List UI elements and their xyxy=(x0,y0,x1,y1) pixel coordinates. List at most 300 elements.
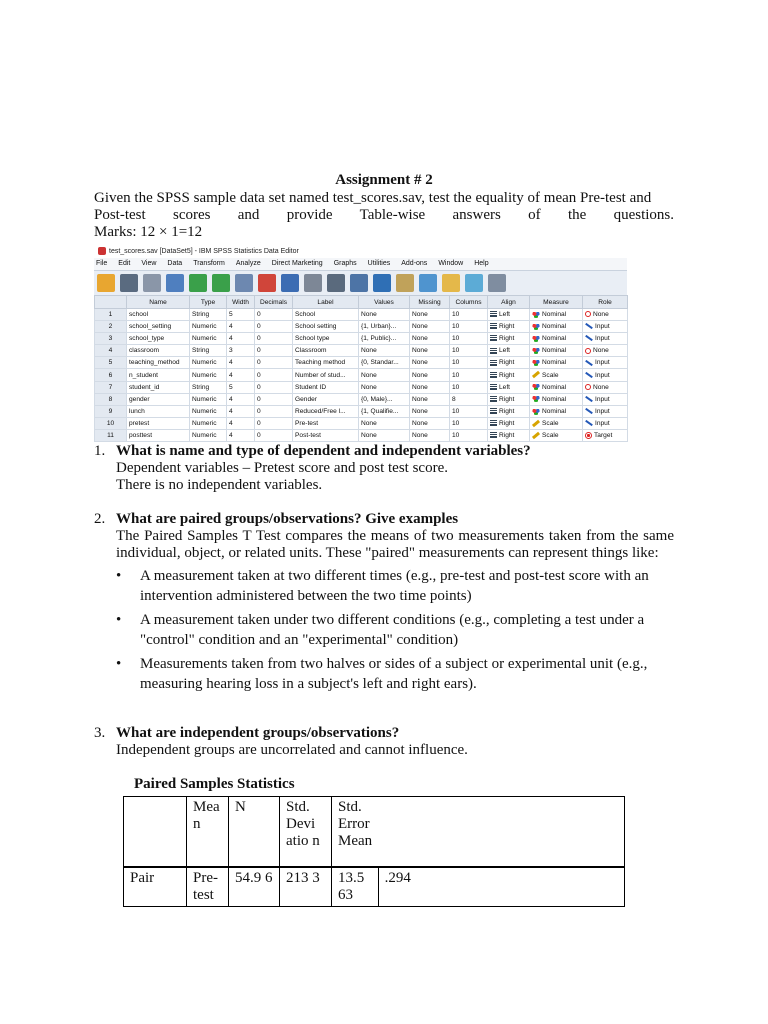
cell-label[interactable] xyxy=(293,405,359,417)
variable-row xyxy=(95,369,628,381)
answer-line: Dependent variables – Pretest score and post test score. xyxy=(116,460,448,476)
cell-decimals[interactable] xyxy=(255,381,293,393)
cell-label[interactable] xyxy=(293,393,359,405)
cell-text: Right xyxy=(499,431,515,439)
cell-columns[interactable] xyxy=(450,345,488,357)
cell-values[interactable] xyxy=(359,309,410,321)
cell-measure[interactable] xyxy=(530,429,583,441)
cell-label[interactable] xyxy=(293,429,359,441)
cell-name[interactable] xyxy=(127,417,190,429)
cell-text: Nominal xyxy=(542,323,567,331)
cell-role[interactable] xyxy=(583,321,628,333)
cell-text: 3 xyxy=(229,347,233,355)
cell-role[interactable] xyxy=(583,357,628,369)
spss-app-icon xyxy=(98,247,106,255)
bullet-text: Measurements taken from two halves or sides of a subject or experimental unit (e.g., measuring hearing loss in a subject's left and right ears). xyxy=(140,656,648,692)
col-header-width[interactable]: Width xyxy=(227,296,255,309)
role-input-icon xyxy=(585,420,593,426)
cell-measure[interactable] xyxy=(530,309,583,321)
cell-decimals[interactable] xyxy=(255,405,293,417)
menu-data[interactable]: Data xyxy=(167,260,183,267)
cell-text: 4 xyxy=(229,323,233,331)
cell-align[interactable] xyxy=(488,393,530,405)
cell-role[interactable] xyxy=(583,429,628,441)
nominal-measure-icon xyxy=(532,408,540,415)
cell-text: None xyxy=(412,431,428,439)
insert-cases-icon[interactable] xyxy=(350,274,368,292)
col-header-columns[interactable]: Columns xyxy=(450,296,488,309)
cell-columns[interactable] xyxy=(450,321,488,333)
cell-text: school_setting xyxy=(129,323,172,331)
print-icon[interactable] xyxy=(143,274,161,292)
cell-measure[interactable] xyxy=(530,333,583,345)
cell-text: 0 xyxy=(257,419,261,427)
cell-missing[interactable] xyxy=(410,429,450,441)
nominal-measure-icon xyxy=(532,359,540,366)
variable-row xyxy=(95,381,628,393)
cell-text: 10 xyxy=(452,383,460,391)
cell-text: 4 xyxy=(229,359,233,367)
cell-type[interactable] xyxy=(190,321,227,333)
cell-text: Right xyxy=(499,419,515,427)
cell-row-number xyxy=(95,381,127,393)
cell-columns[interactable] xyxy=(450,393,488,405)
nominal-measure-icon xyxy=(532,347,540,354)
question-heading: What are independent groups/observations? xyxy=(116,725,400,741)
insert-variable-icon[interactable] xyxy=(373,274,391,292)
cell-type[interactable] xyxy=(190,345,227,357)
cell-width[interactable] xyxy=(227,333,255,345)
menu-window[interactable]: Window xyxy=(438,260,464,267)
table-cell: 213 3 xyxy=(280,867,332,907)
col-header-align[interactable]: Align xyxy=(488,296,530,309)
cell-measure[interactable] xyxy=(530,345,583,357)
cell-align[interactable] xyxy=(488,321,530,333)
cell-align[interactable] xyxy=(488,309,530,321)
cell-text: teaching_method xyxy=(129,359,180,367)
menu-analyze[interactable]: Analyze xyxy=(235,260,261,267)
cell-text: None xyxy=(361,419,377,427)
cell-text: None xyxy=(412,419,428,427)
variable-row xyxy=(95,333,628,345)
question-3 xyxy=(94,725,674,759)
cell-role[interactable] xyxy=(583,333,628,345)
cell-values[interactable] xyxy=(359,345,410,357)
cell-type[interactable] xyxy=(190,405,227,417)
cell-missing[interactable] xyxy=(410,381,450,393)
cell-label[interactable] xyxy=(293,333,359,345)
cell-text: {1, Qualifie... xyxy=(361,407,399,415)
cell-values[interactable] xyxy=(359,417,410,429)
variables-icon[interactable] xyxy=(281,274,299,292)
cell-missing[interactable] xyxy=(410,345,450,357)
cell-text: None xyxy=(412,323,428,331)
cell-decimals[interactable] xyxy=(255,357,293,369)
col-header-missing[interactable]: Missing xyxy=(410,296,450,309)
cell-decimals[interactable] xyxy=(255,429,293,441)
cell-role[interactable] xyxy=(583,405,628,417)
cell-text: Target xyxy=(594,431,613,439)
col-header-measure[interactable]: Measure xyxy=(530,296,583,309)
col-header-name[interactable]: Name xyxy=(127,296,190,309)
question-1 xyxy=(94,443,674,494)
question-number: 1. xyxy=(94,443,106,459)
assignment-intro xyxy=(94,190,674,241)
cell-measure[interactable] xyxy=(530,357,583,369)
cell-align[interactable] xyxy=(488,417,530,429)
cell-values[interactable] xyxy=(359,405,410,417)
cell-type[interactable] xyxy=(190,417,227,429)
align-right-icon xyxy=(490,360,497,366)
cell-columns[interactable] xyxy=(450,405,488,417)
role-input-icon xyxy=(585,335,593,341)
align-right-icon xyxy=(490,335,497,341)
cell-text: 10 xyxy=(452,311,460,319)
cell-text: Numeric xyxy=(192,323,217,331)
cell-align[interactable] xyxy=(488,429,530,441)
cell-row-number xyxy=(95,357,127,369)
cell-width[interactable] xyxy=(227,369,255,381)
cell-name[interactable] xyxy=(127,381,190,393)
cell-measure[interactable] xyxy=(530,417,583,429)
cell-values[interactable] xyxy=(359,381,410,393)
cell-text: classroom xyxy=(129,347,160,355)
cell-name[interactable] xyxy=(127,345,190,357)
table-row xyxy=(124,797,625,867)
table-row xyxy=(124,867,625,907)
table-cell: Pair xyxy=(124,867,187,907)
cell-values[interactable] xyxy=(359,393,410,405)
col-header-values[interactable]: Values xyxy=(359,296,410,309)
goto-variable-icon[interactable] xyxy=(258,274,276,292)
cell-missing[interactable] xyxy=(410,333,450,345)
show-all-variables-icon[interactable] xyxy=(488,274,506,292)
bullet-icon: • xyxy=(116,656,122,672)
role-input-icon xyxy=(585,396,593,402)
cell-width[interactable] xyxy=(227,405,255,417)
goto-case-icon[interactable] xyxy=(235,274,253,292)
variable-row xyxy=(95,321,628,333)
save-icon[interactable] xyxy=(120,274,138,292)
cell-row-number xyxy=(95,393,127,405)
select-cases-icon[interactable] xyxy=(419,274,437,292)
cell-text: Post-test xyxy=(295,431,322,439)
variable-row xyxy=(95,345,628,357)
cell-text: 0 xyxy=(257,395,261,403)
cell-type[interactable] xyxy=(190,309,227,321)
align-right-icon xyxy=(490,408,497,414)
answer-line: There is no independent variables. xyxy=(116,477,323,493)
cell-name[interactable] xyxy=(127,405,190,417)
cell-label[interactable] xyxy=(293,381,359,393)
cell-text: 0 xyxy=(257,431,261,439)
cell-text: None xyxy=(412,311,428,319)
scale-measure-icon xyxy=(532,371,540,378)
cell-text: 0 xyxy=(257,383,261,391)
cell-role[interactable] xyxy=(583,345,628,357)
cell-text: 8 xyxy=(452,395,456,403)
cell-decimals[interactable] xyxy=(255,417,293,429)
table-header-cell: Std. Error Mean xyxy=(332,797,379,867)
cell-text: 5 xyxy=(108,359,113,367)
cell-values[interactable] xyxy=(359,357,410,369)
cell-text: Input xyxy=(595,419,610,427)
cell-name[interactable] xyxy=(127,369,190,381)
cell-row-number xyxy=(95,345,127,357)
cell-text: Right xyxy=(499,323,515,331)
col-header-decimals[interactable]: Decimals xyxy=(255,296,293,309)
cell-values[interactable] xyxy=(359,429,410,441)
open-folder-icon[interactable] xyxy=(97,274,115,292)
cell-text: String xyxy=(192,347,210,355)
cell-text: posttest xyxy=(129,431,153,439)
cell-text: Left xyxy=(499,311,510,319)
cell-text: 9 xyxy=(108,407,113,415)
table-cell: Pre- test xyxy=(187,867,229,907)
cell-missing[interactable] xyxy=(410,321,450,333)
cell-width[interactable] xyxy=(227,393,255,405)
cell-text: 10 xyxy=(452,419,460,427)
cell-label[interactable] xyxy=(293,357,359,369)
cell-width[interactable] xyxy=(227,345,255,357)
cell-type[interactable] xyxy=(190,393,227,405)
cell-text: 1 xyxy=(108,311,113,319)
split-file-icon[interactable] xyxy=(304,274,322,292)
cell-missing[interactable] xyxy=(410,369,450,381)
cell-text: Input xyxy=(595,335,610,343)
cell-text: None xyxy=(361,383,377,391)
cell-decimals[interactable] xyxy=(255,393,293,405)
cell-columns[interactable] xyxy=(450,381,488,393)
cell-missing[interactable] xyxy=(410,309,450,321)
role-none-icon xyxy=(585,311,591,317)
cell-values[interactable] xyxy=(359,369,410,381)
cell-decimals[interactable] xyxy=(255,309,293,321)
paired-stats-title: Paired Samples Statistics xyxy=(134,776,295,792)
col-header-role[interactable]: Role xyxy=(583,296,628,309)
table-cell: .294 xyxy=(378,867,625,907)
cell-text: Numeric xyxy=(192,371,217,379)
cell-text: Left xyxy=(499,347,510,355)
cell-text: None xyxy=(412,383,428,391)
role-none-icon xyxy=(585,348,591,354)
cell-text: Input xyxy=(595,371,610,379)
cell-role[interactable] xyxy=(583,309,628,321)
cell-row-number xyxy=(95,309,127,321)
cell-text: None xyxy=(361,371,377,379)
variable-row xyxy=(95,405,628,417)
menu-edit[interactable]: Edit xyxy=(118,260,131,267)
cell-name[interactable] xyxy=(127,321,190,333)
cell-values[interactable] xyxy=(359,321,410,333)
col-header-label[interactable]: Label xyxy=(293,296,359,309)
cell-text: gender xyxy=(129,395,150,403)
cell-label[interactable] xyxy=(293,321,359,333)
cell-text: 4 xyxy=(229,395,233,403)
cell-missing[interactable] xyxy=(410,393,450,405)
cell-missing[interactable] xyxy=(410,357,450,369)
cell-label[interactable] xyxy=(293,417,359,429)
spss-title-bar xyxy=(94,245,627,258)
undo-icon[interactable] xyxy=(189,274,207,292)
cell-measure[interactable] xyxy=(530,381,583,393)
grid-body xyxy=(95,309,628,442)
cell-measure[interactable] xyxy=(530,321,583,333)
cell-decimals[interactable] xyxy=(255,321,293,333)
find-icon[interactable] xyxy=(327,274,345,292)
align-right-icon xyxy=(490,432,497,438)
cell-text: None xyxy=(593,383,609,391)
cell-name[interactable] xyxy=(127,393,190,405)
cell-text: student_id xyxy=(129,383,160,391)
cell-columns[interactable] xyxy=(450,309,488,321)
table-header-cell: N xyxy=(229,797,280,867)
menu-add-ons[interactable]: Add-ons xyxy=(401,260,428,267)
cell-name[interactable] xyxy=(127,357,190,369)
cell-role[interactable] xyxy=(583,381,628,393)
cell-type[interactable] xyxy=(190,333,227,345)
cell-text: 0 xyxy=(257,407,261,415)
cell-type[interactable] xyxy=(190,357,227,369)
variable-row xyxy=(95,417,628,429)
cell-text: Right xyxy=(499,359,515,367)
redo-icon[interactable] xyxy=(212,274,230,292)
cell-align[interactable] xyxy=(488,345,530,357)
table-cell: 13.5 63 xyxy=(332,867,379,907)
col-header-type[interactable]: Type xyxy=(190,296,227,309)
menu-view[interactable]: View xyxy=(141,260,157,267)
cell-width[interactable] xyxy=(227,381,255,393)
cell-text: 0 xyxy=(257,359,261,367)
cell-missing[interactable] xyxy=(410,417,450,429)
cell-text: {0, Standar... xyxy=(361,359,399,367)
cell-width[interactable] xyxy=(227,417,255,429)
cell-measure[interactable] xyxy=(530,369,583,381)
cell-decimals[interactable] xyxy=(255,333,293,345)
cell-width[interactable] xyxy=(227,309,255,321)
cell-type[interactable] xyxy=(190,369,227,381)
cell-columns[interactable] xyxy=(450,417,488,429)
cell-name[interactable] xyxy=(127,309,190,321)
cell-missing[interactable] xyxy=(410,405,450,417)
cell-text: 10 xyxy=(452,431,460,439)
cell-type[interactable] xyxy=(190,429,227,441)
cell-columns[interactable] xyxy=(450,369,488,381)
intro-line-1: Given the SPSS sample data set named test_scores.sav, test the equality of mean Pre-test and xyxy=(94,190,652,206)
cell-role[interactable] xyxy=(583,393,628,405)
cell-text: None xyxy=(593,347,609,355)
cell-text: Input xyxy=(595,323,610,331)
nominal-measure-icon xyxy=(532,335,540,342)
question-number: 3. xyxy=(94,725,106,741)
menu-transform[interactable]: Transform xyxy=(193,260,225,267)
cell-text: 7 xyxy=(108,383,113,391)
cell-align[interactable] xyxy=(488,405,530,417)
cell-text: School type xyxy=(295,335,330,343)
table-header-cell: Mea n xyxy=(187,797,229,867)
cell-text: Right xyxy=(499,335,515,343)
menu-direct-marketing[interactable]: Direct Marketing xyxy=(271,260,323,267)
cell-text: Nominal xyxy=(542,347,567,355)
variable-row xyxy=(95,357,628,369)
cell-text: Numeric xyxy=(192,419,217,427)
cell-row-number xyxy=(95,333,127,345)
cell-text: 4 xyxy=(229,335,233,343)
menu-file[interactable]: File xyxy=(96,260,108,267)
cell-type[interactable] xyxy=(190,381,227,393)
cell-columns[interactable] xyxy=(450,333,488,345)
cell-columns[interactable] xyxy=(450,429,488,441)
role-input-icon xyxy=(585,323,593,329)
cell-role[interactable] xyxy=(583,417,628,429)
cell-text: Nominal xyxy=(542,383,567,391)
role-none-icon xyxy=(585,384,591,390)
bullet-item xyxy=(116,566,674,606)
dialog-recall-icon[interactable] xyxy=(166,274,184,292)
cell-text: None xyxy=(412,359,428,367)
cell-text: None xyxy=(361,311,377,319)
cell-text: None xyxy=(593,311,609,319)
cell-text: 4 xyxy=(229,407,233,415)
menu-utilities[interactable]: Utilities xyxy=(367,260,391,267)
cell-text: None xyxy=(412,347,428,355)
bullet-item xyxy=(116,610,674,650)
cell-decimals[interactable] xyxy=(255,369,293,381)
menu-graphs[interactable]: Graphs xyxy=(333,260,357,267)
cell-columns[interactable] xyxy=(450,357,488,369)
answer-paragraph: The Paired Samples T Test compares the means of two measurements taken from the same individual, object, or related units. These "paired" measurements can represent things like: xyxy=(116,528,674,561)
cell-label[interactable] xyxy=(293,345,359,357)
cell-align[interactable] xyxy=(488,357,530,369)
cell-values[interactable] xyxy=(359,333,410,345)
cell-label[interactable] xyxy=(293,309,359,321)
value-labels-icon[interactable] xyxy=(442,274,460,292)
cell-text: 10 xyxy=(452,407,460,415)
cell-decimals[interactable] xyxy=(255,345,293,357)
cell-measure[interactable] xyxy=(530,393,583,405)
cell-text: Input xyxy=(595,407,610,415)
cell-text: Right xyxy=(499,395,515,403)
cell-align[interactable] xyxy=(488,381,530,393)
cell-text: Teaching method xyxy=(295,359,346,367)
weight-cases-icon[interactable] xyxy=(396,274,414,292)
align-right-icon xyxy=(490,420,497,426)
role-target-icon xyxy=(585,432,592,439)
menu-help[interactable]: Help xyxy=(474,260,489,267)
nominal-measure-icon xyxy=(532,383,540,390)
cell-width[interactable] xyxy=(227,321,255,333)
cell-text: Nominal xyxy=(542,407,567,415)
use-variable-sets-icon[interactable] xyxy=(465,274,483,292)
cell-text: None xyxy=(412,395,428,403)
cell-text: 8 xyxy=(108,395,113,403)
cell-name[interactable] xyxy=(127,429,190,441)
spss-toolbar xyxy=(94,271,627,296)
table-header-cell xyxy=(378,797,625,867)
cell-width[interactable] xyxy=(227,429,255,441)
cell-align[interactable] xyxy=(488,369,530,381)
cell-text: 10 xyxy=(452,347,460,355)
cell-name[interactable] xyxy=(127,333,190,345)
cell-role[interactable] xyxy=(583,369,628,381)
cell-label[interactable] xyxy=(293,369,359,381)
col-header-rownum xyxy=(95,296,127,309)
cell-width[interactable] xyxy=(227,357,255,369)
cell-measure[interactable] xyxy=(530,405,583,417)
cell-text: 5 xyxy=(229,383,233,391)
cell-align[interactable] xyxy=(488,333,530,345)
bullet-text: A measurement taken under two different conditions (e.g., completing a test under a "control" condition and an "experimental" condition) xyxy=(140,612,645,648)
